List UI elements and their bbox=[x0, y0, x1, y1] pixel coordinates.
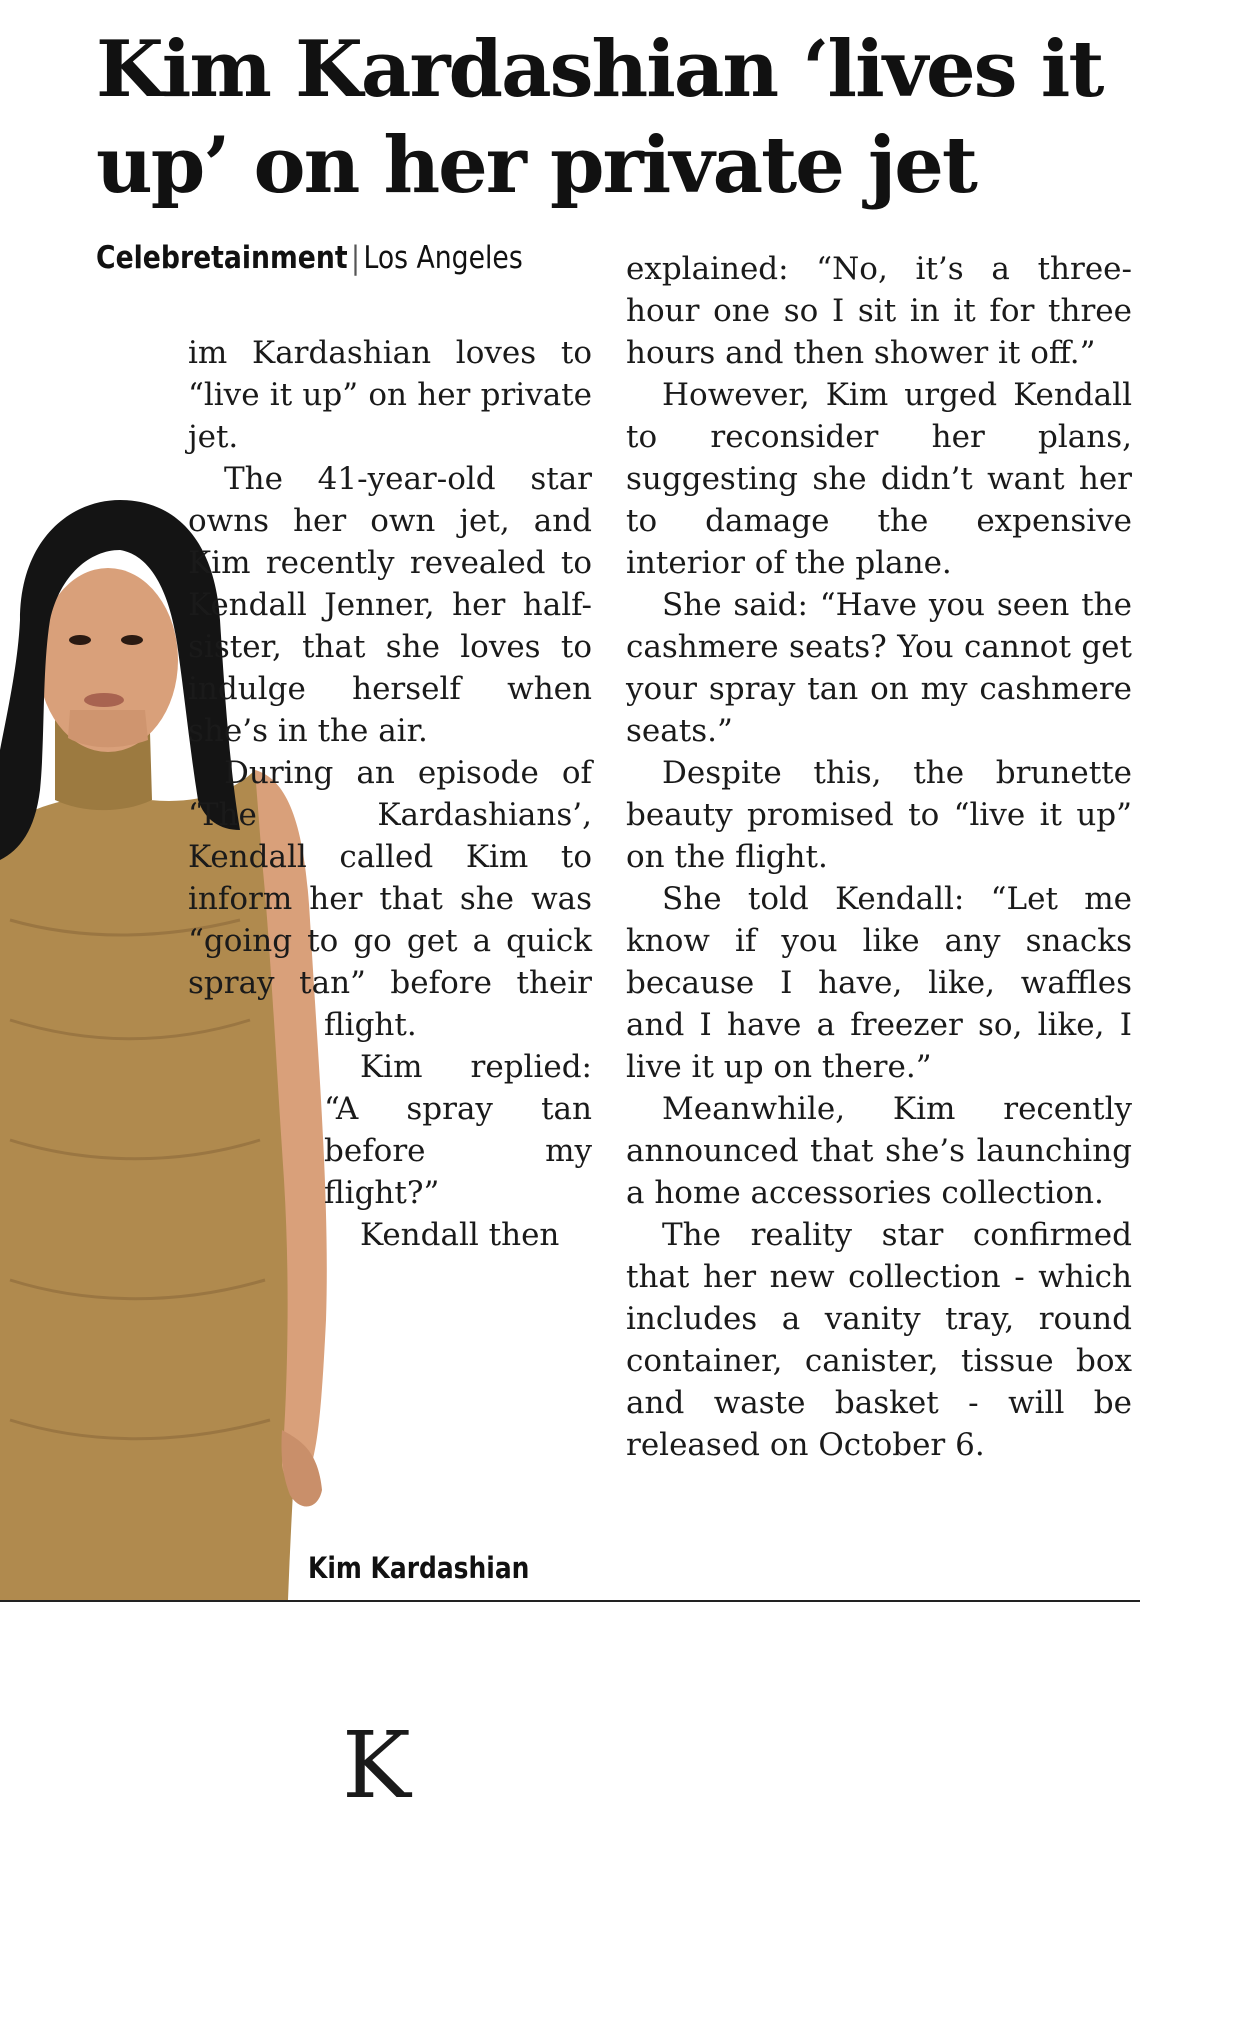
byline bbox=[96, 238, 523, 278]
paragraph: Kim replied: “A spray tan before my flight?” bbox=[324, 1049, 592, 1211]
bottom-rule bbox=[0, 1600, 1140, 1602]
continued-paragraph: explained: “No, it’s a three-hour one so I sit in it for three hours and then shower it off.” bbox=[626, 251, 1132, 371]
paragraph: Meanwhile, Kim recently announced that she’s launching a home accessories collection. bbox=[626, 1091, 1132, 1211]
paragraph: The 41-year-old star owns her own jet, and Kim recently revealed to Kendall Jenner, her half-sister, that she loves to indulge herself when she’s in the air. bbox=[188, 461, 592, 749]
paragraph: The reality star confirmed that her new collection - which includes a vanity tray, round container, canister, tissue box and waste basket - will be released on October 6. bbox=[626, 1217, 1132, 1463]
drop-cap: K bbox=[342, 1712, 411, 1819]
article-column-1 bbox=[96, 332, 592, 2024]
paragraph: During an episode of ‘The Kardashians’, Kendall called Kim to inform her that she was “going to go get a quick spray tan” before their flight. bbox=[188, 755, 592, 1043]
photo-caption: Kim Kardashian bbox=[308, 1551, 530, 1585]
lead-text: im Kardashian loves to “live it up” on her private jet. bbox=[188, 335, 592, 455]
article-column-2 bbox=[626, 248, 1132, 1466]
paragraph: Despite this, the brunette beauty promised to “live it up” on the flight. bbox=[626, 755, 1132, 875]
paragraph: Kendall then bbox=[360, 1217, 560, 1253]
byline-location: Los Angeles bbox=[363, 240, 523, 276]
paragraph: She told Kendall: “Let me know if you like any snacks because I have, like, waffles and I have a freezer so, like, I live it up on there.” bbox=[626, 881, 1132, 1085]
paragraph: However, Kim urged Kendall to reconsider her plans, suggesting she didn’t want her to damage the expensive interior of the plane. bbox=[626, 377, 1132, 581]
paragraph: She said: “Have you seen the cashmere seats? You cannot get your spray tan on my cashmere seats.” bbox=[626, 587, 1132, 749]
headline: Kim Kardashian ‘lives it up’ on her private jet bbox=[96, 24, 1103, 211]
byline-separator: | bbox=[351, 240, 361, 276]
byline-source: Celebretainment bbox=[96, 240, 348, 276]
